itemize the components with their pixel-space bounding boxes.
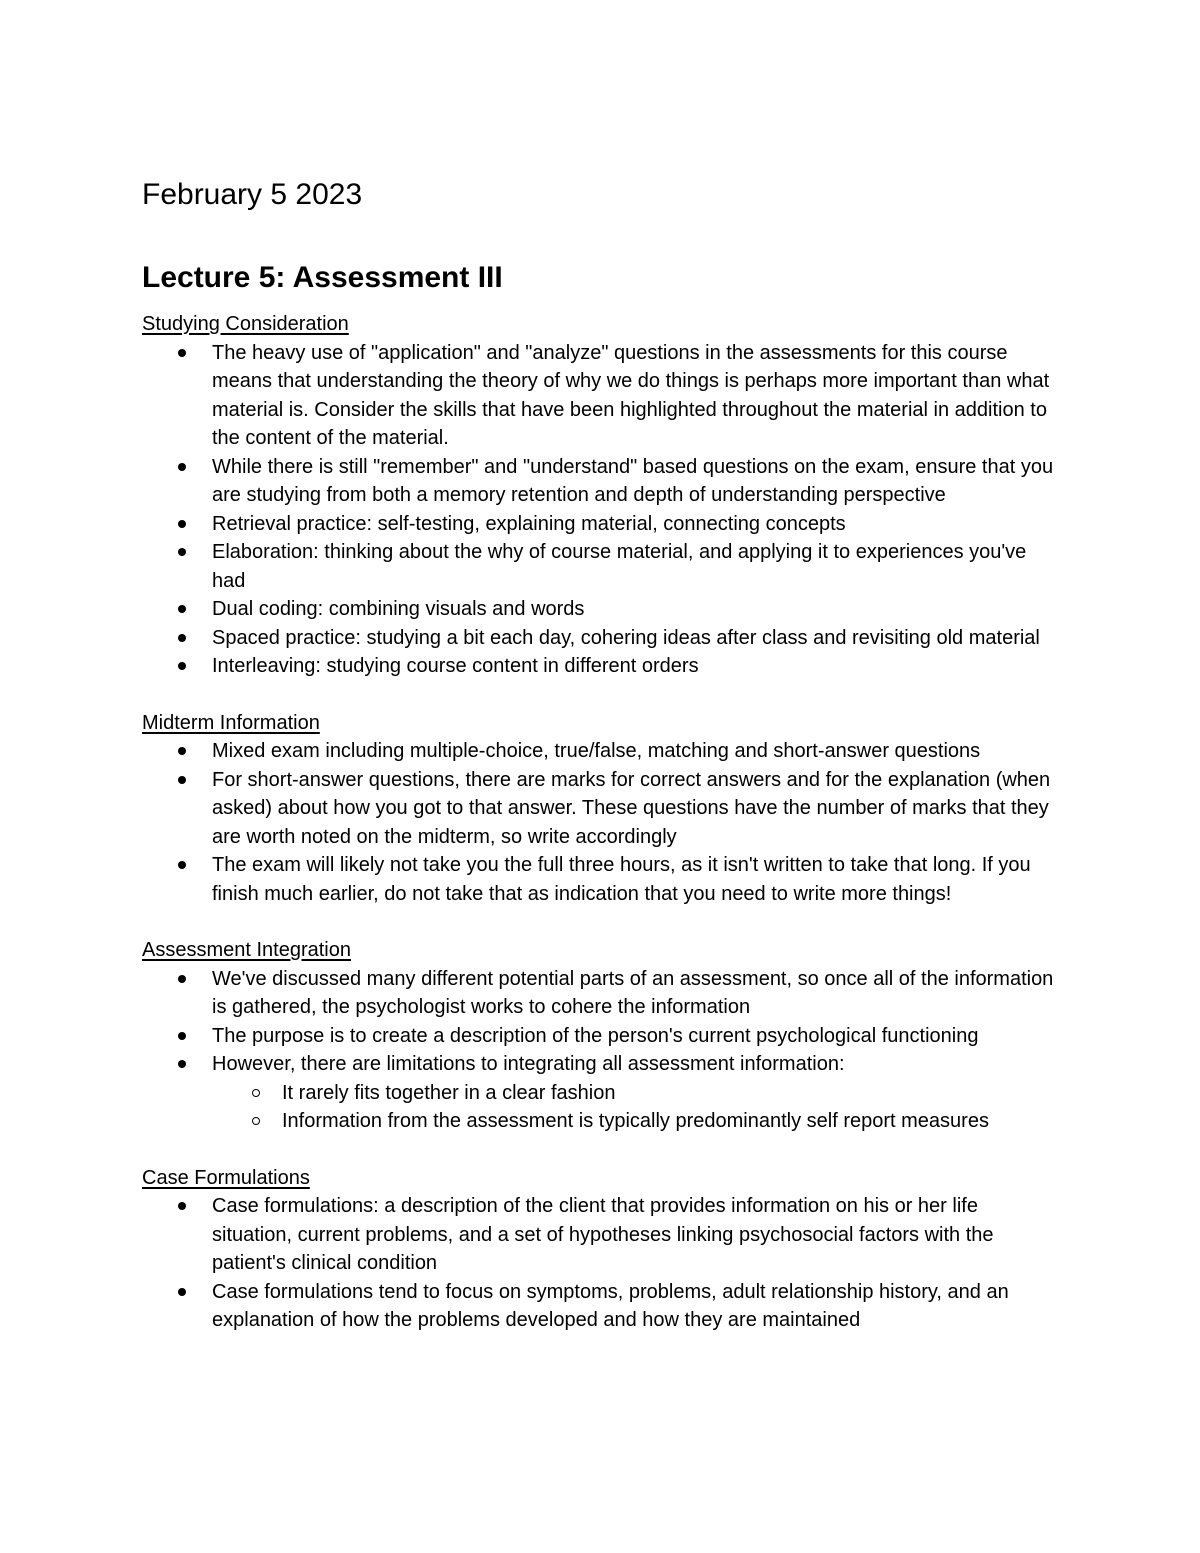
- section-heading: Studying Consideration: [142, 313, 349, 335]
- list-item: While there is still "remember" and "understand" based questions on the exam, ensure that you are studying from both a memory retention and depth of understanding perspective: [142, 453, 1062, 510]
- list-item: Mixed exam including multiple-choice, true/false, matching and short-answer questions: [142, 737, 1062, 766]
- bullet-icon: [178, 1202, 186, 1210]
- bullet-icon: [178, 520, 186, 528]
- list-item: The heavy use of "application" and "analyze" questions in the assessments for this course means that understanding the theory of why we do things is perhaps more important than what material is. Consider the skills that have been highlighted throughout the material in addition to the content of the material.: [142, 339, 1062, 453]
- list-item: However, there are limitations to integrating all assessment information:: [142, 1050, 1062, 1079]
- list-item: Case formulations: a description of the client that provides information on his or her life situation, current problems, and a set of hypotheses linking psychosocial factors with the patient's clinical condition: [142, 1192, 1062, 1278]
- bullet-list: [142, 737, 1062, 908]
- section-heading: Midterm Information: [142, 711, 320, 734]
- list-item: Case formulations tend to focus on symptoms, problems, adult relationship history, and an explanation of how the problems developed and how they are maintained: [142, 1278, 1062, 1335]
- bullet-icon: [178, 662, 186, 670]
- bullet-icon: [178, 605, 186, 613]
- bullet-icon: [178, 1288, 186, 1296]
- list-item: Dual coding: combining visuals and words: [142, 595, 1062, 624]
- section-heading: Assessment Integration: [142, 939, 351, 961]
- bullet-icon: [178, 776, 186, 784]
- hollow-bullet-icon: [252, 1117, 260, 1125]
- bullet-icon: [178, 1032, 186, 1040]
- bullet-list: [142, 1192, 1062, 1335]
- sub-bullet-list: [142, 1079, 1062, 1136]
- list-item: For short-answer questions, there are marks for correct answers and for the explanation (when asked) about how you got to that answer. These questions have the number of marks that they are worth noted on the midterm, so write accordingly: [142, 766, 1062, 852]
- bullet-icon: [178, 349, 186, 357]
- bullet-icon: [178, 861, 186, 869]
- list-item: Interleaving: studying course content in different orders: [142, 652, 1062, 681]
- list-item: Spaced practice: studying a bit each day, cohering ideas after class and revisiting old material: [142, 624, 1062, 653]
- sub-list-item: Information from the assessment is typically predominantly self report measures: [212, 1107, 1062, 1136]
- list-item: The purpose is to create a description of the person's current psychological functioning: [142, 1022, 1062, 1051]
- section-studying-consideration: [142, 310, 1062, 681]
- bullet-icon: [178, 975, 186, 983]
- bullet-icon: [178, 463, 186, 471]
- bullet-list: [142, 965, 1062, 1079]
- section-case-formulations: [142, 1164, 1062, 1335]
- bullet-icon: [178, 548, 186, 556]
- lecture-title: Lecture 5: Assessment III: [142, 261, 503, 294]
- list-item: We've discussed many different potential parts of an assessment, so once all of the information is gathered, the psychologist works to cohere the information: [142, 965, 1062, 1022]
- list-item: Elaboration: thinking about the why of course material, and applying it to experiences you've had: [142, 538, 1062, 595]
- bullet-icon: [178, 747, 186, 755]
- section-midterm-information: [142, 709, 1062, 909]
- bullet-icon: [178, 634, 186, 642]
- list-item: Retrieval practice: self-testing, explaining material, connecting concepts: [142, 510, 1062, 539]
- bullet-icon: [178, 1060, 186, 1068]
- document-page: [142, 168, 1062, 1363]
- hollow-bullet-icon: [252, 1089, 260, 1097]
- document-date: February 5 2023: [142, 178, 363, 211]
- section-heading: Case Formulations: [142, 1166, 310, 1189]
- bullet-list: [142, 339, 1062, 681]
- sub-list-item: It rarely fits together in a clear fashion: [212, 1079, 1062, 1108]
- section-assessment-integration: [142, 936, 1062, 1136]
- list-item: The exam will likely not take you the full three hours, as it isn't written to take that long. If you finish much earlier, do not take that as indication that you need to write more things!: [142, 851, 1062, 908]
